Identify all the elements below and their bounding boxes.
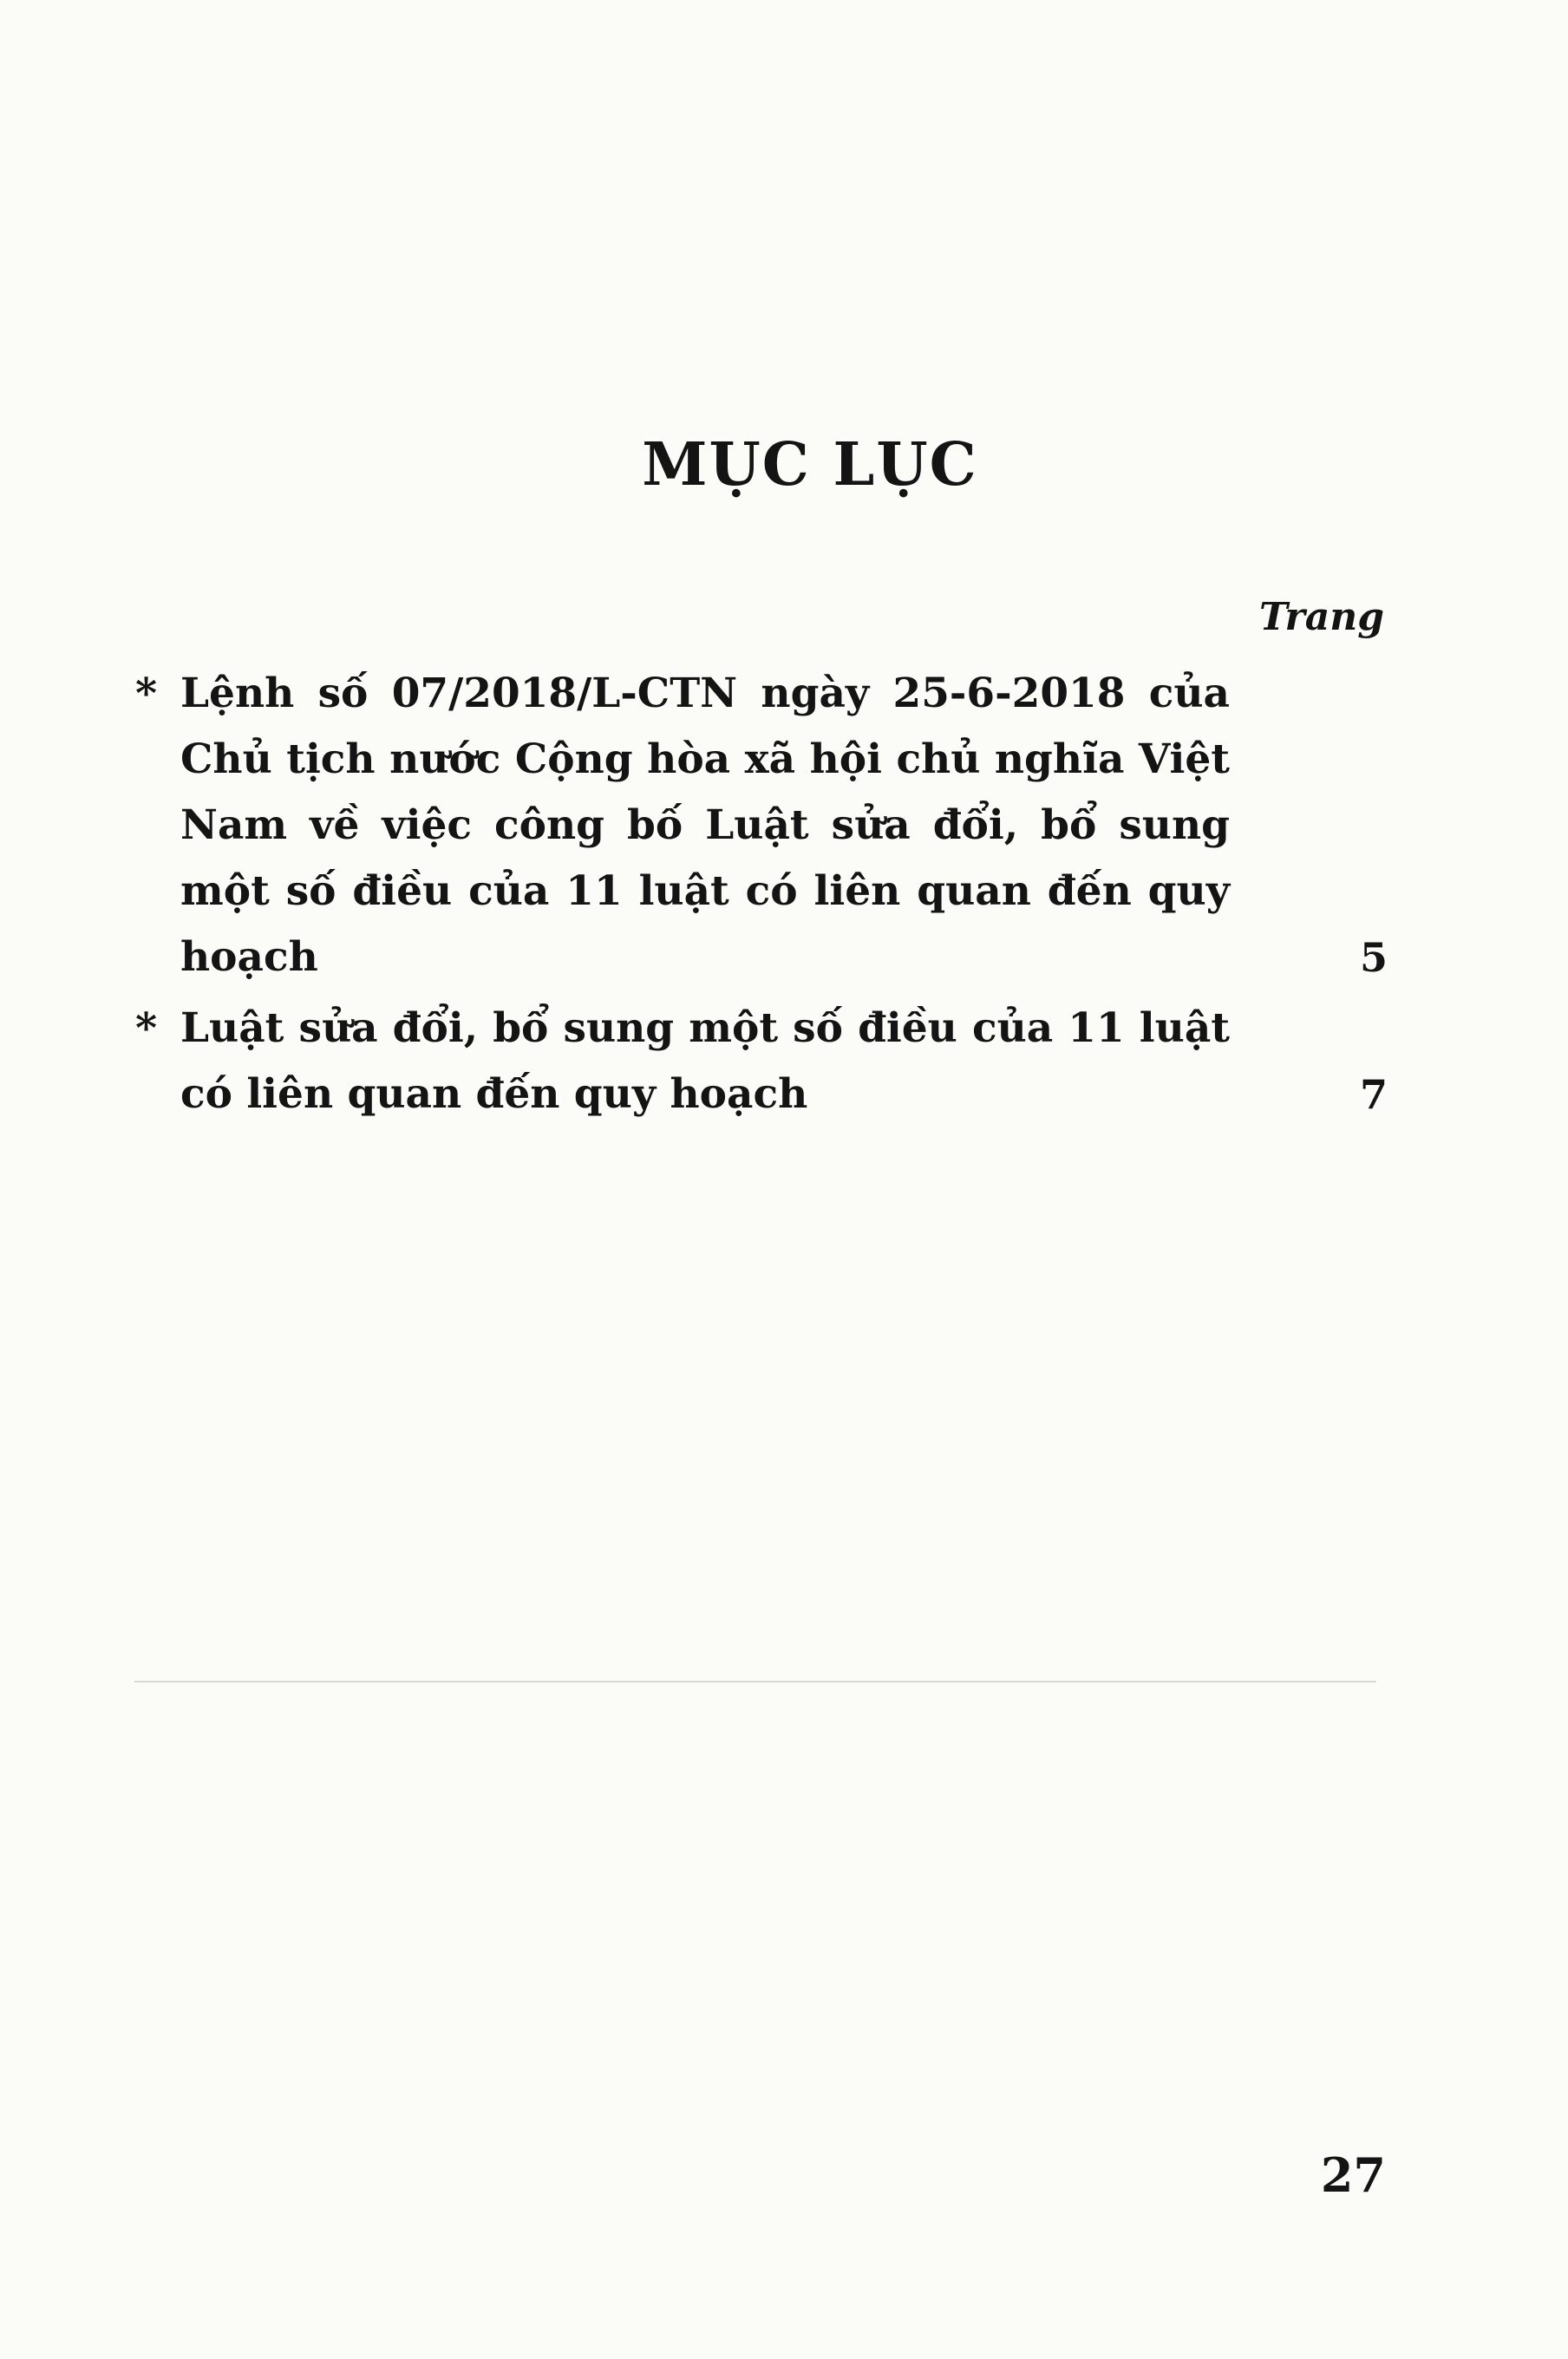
toc-title: MỤC LỤC	[642, 430, 978, 500]
toc-entry-page: 7	[1359, 1071, 1388, 1118]
toc-entry-bullet: *	[135, 1004, 158, 1053]
toc-entry	[130, 661, 1388, 990]
toc-entry-bullet: *	[135, 670, 158, 718]
toc-list	[130, 661, 1388, 1133]
toc-entry-text: Luật sửa đổi, bổ sung một số điều của 11 luật có liên quan đến quy hoạch	[180, 1004, 1230, 1118]
toc-entry	[130, 996, 1388, 1127]
page-column-label: Trang	[1259, 595, 1384, 639]
divider-rule	[134, 1681, 1376, 1683]
page-number: 27	[1320, 2147, 1386, 2203]
toc-entry-text: Lệnh số 07/2018/L-CTN ngày 25-6-2018 của Chủ tịch nước Cộng hòa xã hội chủ nghĩa Việt Nam về việc công bố Luật sửa đổi, bổ sung một số điều của 11 luật có liên quan đến quy hoạch	[180, 670, 1230, 981]
toc-entry-page: 5	[1359, 934, 1388, 981]
